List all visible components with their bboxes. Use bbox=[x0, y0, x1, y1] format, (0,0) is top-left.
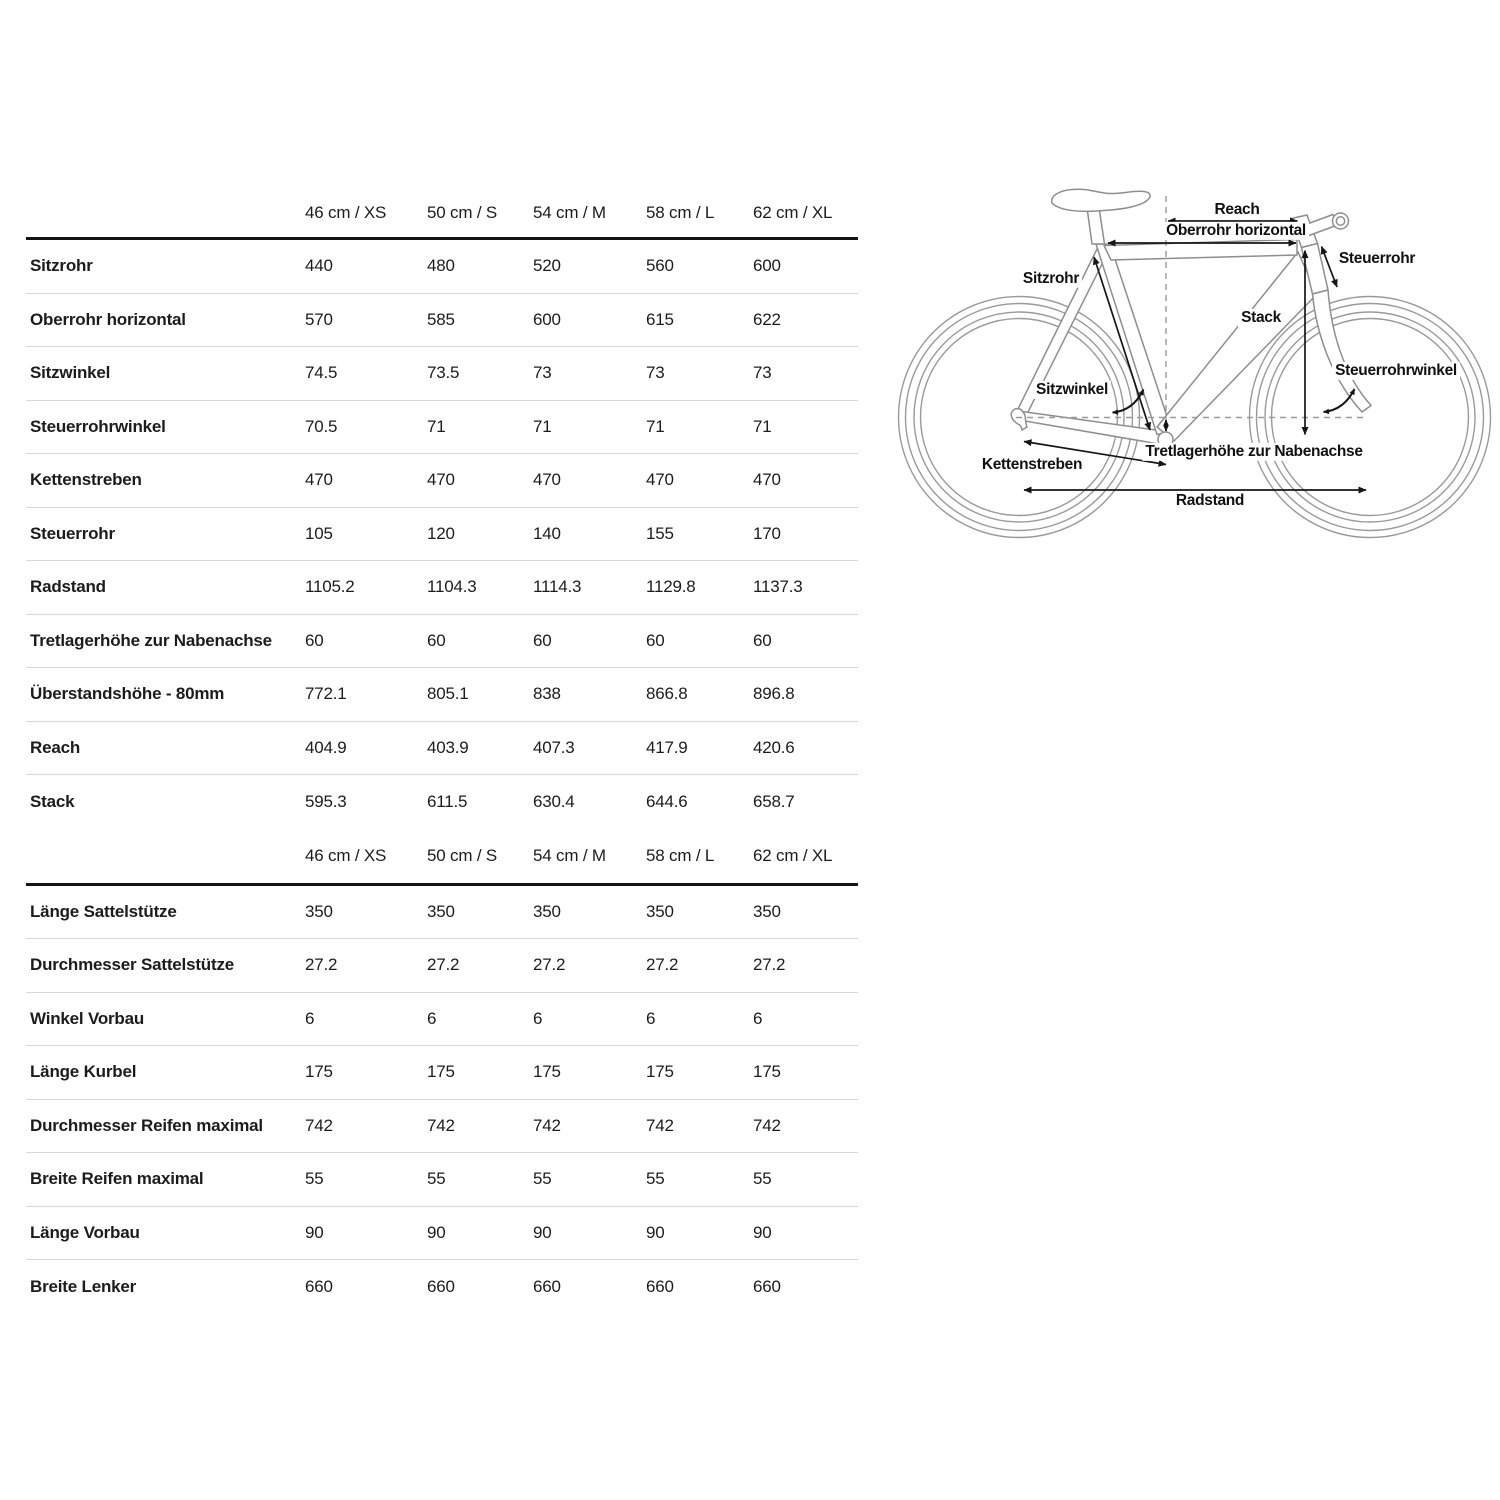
cell-value: 350 bbox=[753, 901, 781, 921]
row-label: Kettenstreben bbox=[30, 470, 142, 490]
cell-value: 27.2 bbox=[533, 955, 566, 975]
diagram-label-radstand: Radstand bbox=[1173, 492, 1247, 510]
cell-value: 1137.3 bbox=[753, 577, 803, 597]
cell-value: 660 bbox=[427, 1276, 455, 1296]
row-label: Länge Kurbel bbox=[30, 1062, 137, 1082]
table-row bbox=[26, 615, 858, 669]
row-label: Länge Sattelstütze bbox=[30, 901, 177, 921]
cell-value: 90 bbox=[753, 1222, 772, 1242]
diagram-label-sitzrohr: Sitzrohr bbox=[1020, 270, 1082, 288]
cell-value: 660 bbox=[646, 1276, 674, 1296]
cell-value: 658.7 bbox=[753, 791, 795, 811]
row-label: Steuerrohr bbox=[30, 523, 115, 543]
cell-value: 470 bbox=[427, 470, 455, 490]
size-header: 58 cm / L bbox=[646, 845, 715, 865]
cell-value: 27.2 bbox=[427, 955, 460, 975]
cell-value: 350 bbox=[533, 901, 561, 921]
row-label: Länge Vorbau bbox=[30, 1222, 140, 1242]
table-row bbox=[26, 1046, 858, 1100]
table-row bbox=[26, 668, 858, 722]
cell-value: 417.9 bbox=[646, 737, 688, 757]
cell-value: 660 bbox=[533, 1276, 561, 1296]
cell-value: 6 bbox=[427, 1008, 437, 1028]
table-row bbox=[26, 401, 858, 455]
size-header: 58 cm / L bbox=[646, 202, 715, 222]
table-row bbox=[26, 886, 858, 940]
table-row bbox=[26, 1100, 858, 1154]
cell-value: 838 bbox=[533, 684, 561, 704]
cell-value: 440 bbox=[305, 256, 333, 276]
table-row bbox=[26, 939, 858, 993]
cell-value: 742 bbox=[427, 1115, 455, 1135]
table-row bbox=[26, 294, 858, 348]
cell-value: 90 bbox=[646, 1222, 665, 1242]
cell-value: 350 bbox=[646, 901, 674, 921]
diagram-label-steuerrohrwinkel: Steuerrohrwinkel bbox=[1332, 362, 1460, 380]
size-header-row bbox=[26, 188, 858, 240]
cell-value: 570 bbox=[305, 309, 333, 329]
cell-value: 470 bbox=[753, 470, 781, 490]
cell-value: 55 bbox=[533, 1169, 552, 1189]
geometry-table bbox=[26, 188, 858, 1314]
cell-value: 866.8 bbox=[646, 684, 688, 704]
size-header: 62 cm / XL bbox=[753, 845, 833, 865]
cell-value: 1105.2 bbox=[305, 577, 355, 597]
cell-value: 120 bbox=[427, 523, 455, 543]
cell-value: 480 bbox=[427, 256, 455, 276]
cell-value: 350 bbox=[427, 901, 455, 921]
cell-value: 170 bbox=[753, 523, 781, 543]
row-label: Oberrohr horizontal bbox=[30, 309, 186, 329]
cell-value: 772.1 bbox=[305, 684, 347, 704]
cell-value: 630.4 bbox=[533, 791, 575, 811]
cell-value: 71 bbox=[753, 416, 772, 436]
cell-value: 175 bbox=[646, 1062, 674, 1082]
cell-value: 60 bbox=[533, 630, 552, 650]
cell-value: 660 bbox=[753, 1276, 781, 1296]
cell-value: 175 bbox=[427, 1062, 455, 1082]
row-label: Breite Lenker bbox=[30, 1276, 137, 1296]
cell-value: 155 bbox=[646, 523, 674, 543]
cell-value: 90 bbox=[427, 1222, 446, 1242]
cell-value: 350 bbox=[305, 901, 333, 921]
row-label: Breite Reifen maximal bbox=[30, 1169, 204, 1189]
cell-value: 55 bbox=[753, 1169, 772, 1189]
diagram-label-stack: Stack bbox=[1238, 309, 1284, 327]
handlebar-ring-inner bbox=[1336, 217, 1344, 225]
cell-value: 55 bbox=[427, 1169, 446, 1189]
cell-value: 6 bbox=[646, 1008, 656, 1028]
cell-value: 60 bbox=[753, 630, 772, 650]
cell-value: 595.3 bbox=[305, 791, 347, 811]
cell-value: 73 bbox=[533, 363, 552, 383]
table-row bbox=[26, 508, 858, 562]
cell-value: 55 bbox=[305, 1169, 324, 1189]
cell-value: 60 bbox=[305, 630, 324, 650]
cell-value: 27.2 bbox=[646, 955, 679, 975]
size-header: 54 cm / M bbox=[533, 202, 606, 222]
cell-value: 6 bbox=[305, 1008, 315, 1028]
row-label: Stack bbox=[30, 791, 75, 811]
cell-value: 520 bbox=[533, 256, 561, 276]
cell-value: 27.2 bbox=[753, 955, 786, 975]
table-row bbox=[26, 347, 858, 401]
table-row bbox=[26, 240, 858, 294]
row-label: Reach bbox=[30, 737, 81, 757]
cell-value: 644.6 bbox=[646, 791, 688, 811]
saddle bbox=[1052, 189, 1150, 211]
cell-value: 600 bbox=[533, 309, 561, 329]
cell-value: 805.1 bbox=[427, 684, 469, 704]
cell-value: 70.5 bbox=[305, 416, 338, 436]
diagram-label-tretlagerhoehe: Tretlagerhöhe zur Nabenachse bbox=[1142, 443, 1365, 461]
row-label: Sitzwinkel bbox=[30, 363, 111, 383]
diagram-label-oberrohr-horizontal: Oberrohr horizontal bbox=[1163, 222, 1309, 240]
cell-value: 403.9 bbox=[427, 737, 469, 757]
row-label: Durchmesser Reifen maximal bbox=[30, 1115, 263, 1135]
chain-stay bbox=[1022, 412, 1159, 445]
row-label: Radstand bbox=[30, 577, 106, 597]
cell-value: 105 bbox=[305, 523, 333, 543]
cell-value: 470 bbox=[533, 470, 561, 490]
diagram-label-sitzwinkel: Sitzwinkel bbox=[1033, 381, 1111, 399]
cell-value: 60 bbox=[427, 630, 446, 650]
seat-tube bbox=[1096, 244, 1172, 435]
row-label: Überstandshöhe - 80mm bbox=[30, 684, 225, 704]
size-header-row bbox=[26, 829, 858, 886]
cell-value: 71 bbox=[646, 416, 665, 436]
cell-value: 175 bbox=[753, 1062, 781, 1082]
cell-value: 140 bbox=[533, 523, 561, 543]
size-header: 46 cm / XS bbox=[305, 202, 387, 222]
table-row bbox=[26, 993, 858, 1047]
cell-value: 560 bbox=[646, 256, 674, 276]
row-label: Sitzrohr bbox=[30, 256, 93, 276]
cell-value: 6 bbox=[533, 1008, 543, 1028]
row-label: Steuerrohrwinkel bbox=[30, 416, 166, 436]
diagram-label-reach: Reach bbox=[1211, 201, 1262, 219]
cell-value: 600 bbox=[753, 256, 781, 276]
cell-value: 742 bbox=[646, 1115, 674, 1135]
size-header: 46 cm / XS bbox=[305, 845, 387, 865]
cell-value: 615 bbox=[646, 309, 674, 329]
table-row bbox=[26, 775, 858, 829]
cell-value: 90 bbox=[533, 1222, 552, 1242]
table-row bbox=[26, 1260, 858, 1314]
table-row bbox=[26, 1153, 858, 1207]
cell-value: 896.8 bbox=[753, 684, 795, 704]
diagram-label-steuerrohr: Steuerrohr bbox=[1336, 250, 1418, 268]
cell-value: 470 bbox=[646, 470, 674, 490]
cell-value: 622 bbox=[753, 309, 781, 329]
cell-value: 407.3 bbox=[533, 737, 575, 757]
row-label: Durchmesser Sattelstütze bbox=[30, 955, 234, 975]
cell-value: 470 bbox=[305, 470, 333, 490]
cell-value: 660 bbox=[305, 1276, 333, 1296]
cell-value: 6 bbox=[753, 1008, 763, 1028]
cell-value: 585 bbox=[427, 309, 455, 329]
cell-value: 420.6 bbox=[753, 737, 795, 757]
cell-value: 71 bbox=[427, 416, 446, 436]
cell-value: 404.9 bbox=[305, 737, 347, 757]
row-label: Tretlagerhöhe zur Nabenachse bbox=[30, 630, 272, 650]
size-header: 54 cm / M bbox=[533, 845, 606, 865]
cell-value: 1129.8 bbox=[646, 577, 696, 597]
cell-value: 60 bbox=[646, 630, 665, 650]
cell-value: 175 bbox=[305, 1062, 333, 1082]
cell-value: 73 bbox=[646, 363, 665, 383]
cell-value: 74.5 bbox=[305, 363, 338, 383]
cell-value: 27.2 bbox=[305, 955, 338, 975]
row-label: Winkel Vorbau bbox=[30, 1008, 145, 1028]
cell-value: 73 bbox=[753, 363, 772, 383]
table-row bbox=[26, 722, 858, 776]
cell-value: 742 bbox=[533, 1115, 561, 1135]
table-row bbox=[26, 561, 858, 615]
size-header: 50 cm / S bbox=[427, 845, 498, 865]
cell-value: 90 bbox=[305, 1222, 324, 1242]
size-header: 50 cm / S bbox=[427, 202, 498, 222]
fork-blade bbox=[1313, 290, 1372, 412]
cell-value: 742 bbox=[305, 1115, 333, 1135]
diagram-label-kettenstreben: Kettenstreben bbox=[979, 456, 1085, 474]
cell-value: 611.5 bbox=[427, 791, 468, 811]
cell-value: 175 bbox=[533, 1062, 561, 1082]
table-row bbox=[26, 454, 858, 508]
table-row bbox=[26, 1207, 858, 1261]
cell-value: 71 bbox=[533, 416, 552, 436]
cell-value: 1114.3 bbox=[533, 577, 582, 597]
cell-value: 73.5 bbox=[427, 363, 460, 383]
cell-value: 1104.3 bbox=[427, 577, 477, 597]
size-header: 62 cm / XL bbox=[753, 202, 833, 222]
cell-value: 55 bbox=[646, 1169, 665, 1189]
cell-value: 742 bbox=[753, 1115, 781, 1135]
